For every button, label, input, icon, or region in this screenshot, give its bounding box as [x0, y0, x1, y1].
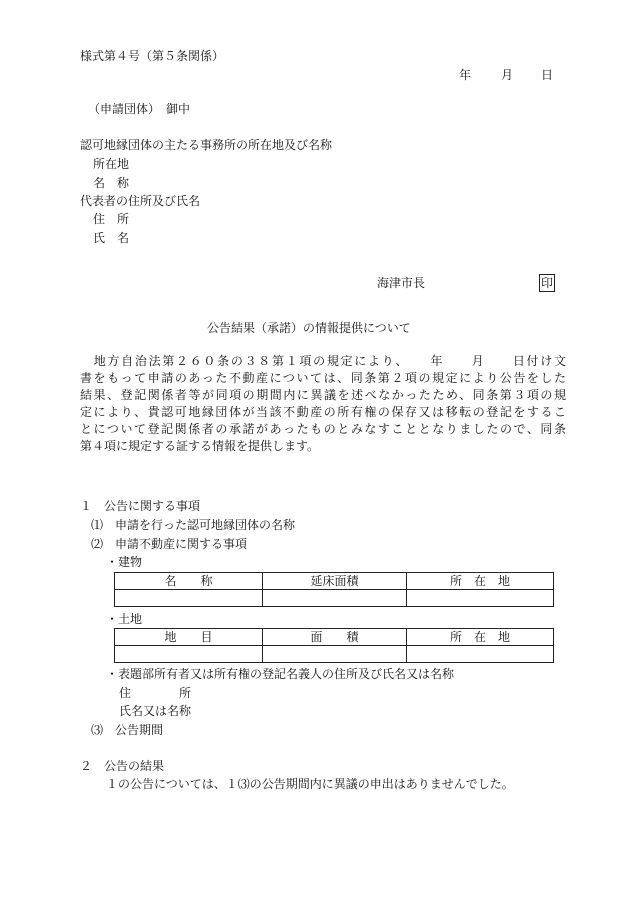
land-header-location: 所 在 地: [407, 629, 554, 646]
body-line: 結果、登記関係者等が同項の期間内に異議を述べなかったため、同条第３項の規: [80, 388, 566, 402]
section1-item2: ⑵ 申請不動産に関する事項: [91, 537, 248, 551]
table-cell: [407, 646, 554, 663]
recipient: （申請団体） 御中: [88, 102, 191, 116]
date-day: 日: [541, 68, 554, 82]
land-label: ・土地: [106, 612, 143, 626]
table-row: [115, 646, 554, 663]
section1-item1: ⑴ 申請を行った認可地縁団体の名称: [91, 518, 296, 532]
body-line: とについて登記関係者の承諾があったものとみなすこととなりましたので、同条: [80, 422, 566, 436]
section2-text: １の公告については、１⑶の公告期間内に異議の申出はありませんでした。: [106, 777, 514, 791]
body-paragraph: [80, 353, 566, 455]
table-cell: [407, 590, 554, 607]
seal-box: 印: [540, 276, 553, 290]
building-label: ・建物: [106, 555, 143, 569]
section1-item3: ⑶ 公告期間: [91, 723, 164, 737]
land-table: [114, 628, 554, 663]
person-label: 氏 名: [93, 231, 130, 245]
table-row: [115, 590, 554, 607]
body-line: 地方自治法第２６０条の３８第１項の規定により、 年 月 日付け文: [80, 354, 566, 368]
owner-heading: ・表題部所有者又は所有権の登記名義人の住所及び氏名又は名称: [106, 667, 455, 681]
land-header-area: 面 積: [263, 629, 407, 646]
section2-heading: ２ 公告の結果: [80, 759, 165, 773]
document-title: 公告結果（承諾）の情報提供について: [207, 321, 411, 335]
name-label: 名 称: [93, 176, 130, 190]
table-cell: [263, 646, 407, 663]
date-month: 月: [501, 68, 514, 82]
owner-address-label: 住 所: [119, 686, 192, 700]
date-year: 年: [459, 68, 472, 82]
representative-heading: 代表者の住所及び氏名: [80, 194, 201, 208]
table-cell: [115, 646, 263, 663]
table-cell: [263, 590, 407, 607]
building-table: [114, 572, 554, 607]
building-header-floor-area: 延床面積: [263, 573, 407, 590]
table-row: [115, 573, 554, 590]
body-line: 第４項に規定する証する情報を提供します。: [80, 439, 320, 453]
address-label: 住 所: [93, 212, 130, 226]
applicant-heading: 認可地縁団体の主たる事務所の所在地及び名称: [80, 138, 333, 152]
owner-name-label: 氏名又は名称: [119, 704, 192, 718]
table-cell: [115, 590, 263, 607]
body-line: 書をもって申請のあった不動産については、同条第２項の規定により公告をした: [80, 371, 566, 385]
section1-heading: １ 公告に関する事項: [80, 499, 201, 513]
issuer-name: 海津市長: [377, 276, 426, 290]
form-number: 様式第４号（第５条関係）: [80, 49, 225, 63]
building-header-name: 名 称: [115, 573, 263, 590]
body-line: 定により、貴認可地縁団体が当該不動産の所有権の保存又は移転の登記をするこ: [80, 405, 566, 419]
table-row: [115, 629, 554, 646]
building-header-location: 所 在 地: [407, 573, 554, 590]
land-header-category: 地 目: [115, 629, 263, 646]
location-label: 所在地: [93, 157, 130, 171]
